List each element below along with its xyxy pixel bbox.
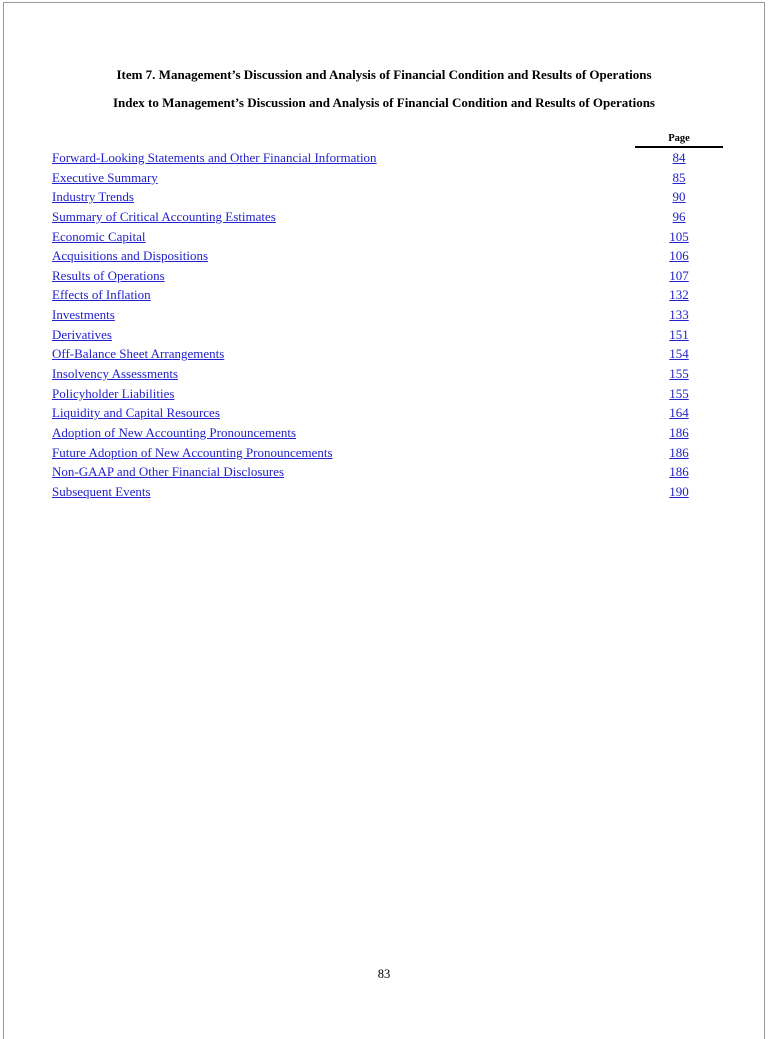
toc-title-cell xyxy=(52,484,635,500)
toc-row xyxy=(52,268,723,288)
toc-title-cell xyxy=(52,229,635,245)
toc-title-cell xyxy=(52,209,635,225)
toc-title-cell xyxy=(52,307,635,323)
document-title: Item 7. Management’s Discussion and Analysis of Financial Condition and Results of Operations xyxy=(116,67,652,82)
toc-row xyxy=(52,150,723,170)
toc-entry-link[interactable]: Policyholder Liabilities xyxy=(52,385,175,401)
toc-entry-link[interactable]: Subsequent Events xyxy=(52,483,151,499)
toc-page-link[interactable]: 186 xyxy=(669,444,689,460)
toc-entry-link[interactable]: Off-Balance Sheet Arrangements xyxy=(52,346,225,362)
toc-page-cell xyxy=(635,386,723,402)
page-column-header: Page xyxy=(635,133,723,148)
toc-row xyxy=(52,248,723,268)
toc-title-cell xyxy=(52,189,635,205)
toc-entry-link[interactable]: Acquisitions and Dispositions xyxy=(52,248,209,264)
toc-page-cell xyxy=(635,287,723,303)
toc-page-link[interactable]: 155 xyxy=(669,385,689,401)
toc-page-cell xyxy=(635,248,723,264)
toc-title-cell xyxy=(52,287,635,303)
toc-page-cell xyxy=(635,346,723,362)
toc-entry-link[interactable]: Results of Operations xyxy=(52,267,165,283)
toc-title-cell xyxy=(52,425,635,441)
toc-entry-link[interactable]: Future Adoption of New Accounting Pronouncements xyxy=(52,444,333,460)
toc-title-cell xyxy=(52,464,635,480)
toc-row xyxy=(52,405,723,425)
toc-row xyxy=(52,464,723,484)
toc-row xyxy=(52,327,723,347)
toc-entry-link[interactable]: Liquidity and Capital Resources xyxy=(52,405,220,421)
toc-page-cell xyxy=(635,170,723,186)
toc-title-cell xyxy=(52,346,635,362)
toc-page-link[interactable]: 132 xyxy=(669,287,689,303)
toc-page-link[interactable]: 154 xyxy=(669,346,689,362)
toc-row xyxy=(52,170,723,190)
toc-row xyxy=(52,209,723,229)
toc-page-link[interactable]: 96 xyxy=(672,208,686,224)
toc-page-link[interactable]: 105 xyxy=(669,228,689,244)
toc-header-spacer xyxy=(52,133,635,148)
toc-entry-link[interactable]: Insolvency Assessments xyxy=(52,366,179,382)
toc-title-cell xyxy=(52,268,635,284)
toc-row xyxy=(52,229,723,249)
toc-page-link[interactable]: 190 xyxy=(669,483,689,499)
toc-page-link[interactable]: 133 xyxy=(669,307,689,323)
toc-page-link[interactable]: 155 xyxy=(669,366,689,382)
toc-title-cell xyxy=(52,248,635,264)
footer-page-number: 83 xyxy=(377,967,391,981)
toc-page-link[interactable]: 107 xyxy=(669,267,689,283)
toc-page-cell xyxy=(635,484,723,500)
toc-row xyxy=(52,189,723,209)
toc-page-cell xyxy=(635,209,723,225)
toc-title-cell xyxy=(52,405,635,421)
toc-entry-link[interactable]: Economic Capital xyxy=(52,228,146,244)
toc-rows xyxy=(52,150,723,504)
toc-page-cell xyxy=(635,307,723,323)
toc-entry-link[interactable]: Summary of Critical Accounting Estimates xyxy=(52,208,276,224)
toc-title-cell xyxy=(52,386,635,402)
toc-entry-link[interactable]: Investments xyxy=(52,307,115,323)
toc-row xyxy=(52,445,723,465)
toc-page-link[interactable]: 85 xyxy=(672,169,686,185)
toc-entry-link[interactable]: Derivatives xyxy=(52,326,112,342)
toc-page-cell xyxy=(635,189,723,205)
toc-page-cell xyxy=(635,150,723,166)
toc-entry-link[interactable]: Executive Summary xyxy=(52,169,158,185)
index-title: Index to Management’s Discussion and Analysis of Financial Condition and Results of Operations xyxy=(113,95,655,110)
toc-page-link[interactable]: 186 xyxy=(669,464,689,480)
toc-row xyxy=(52,425,723,445)
toc-page-cell xyxy=(635,327,723,343)
toc-page-link[interactable]: 186 xyxy=(669,424,689,440)
toc-page-cell xyxy=(635,464,723,480)
toc-page-cell xyxy=(635,366,723,382)
toc-entry-link[interactable]: Adoption of New Accounting Pronouncements xyxy=(52,424,297,440)
toc-page-cell xyxy=(635,405,723,421)
toc-page-link[interactable]: 151 xyxy=(669,326,689,342)
toc-title-cell xyxy=(52,170,635,186)
toc-entry-link[interactable]: Effects of Inflation xyxy=(52,287,151,303)
toc-row xyxy=(52,386,723,406)
table-of-contents xyxy=(52,133,723,504)
toc-row xyxy=(52,366,723,386)
toc-row xyxy=(52,484,723,504)
toc-page-cell xyxy=(635,445,723,461)
toc-page-link[interactable]: 106 xyxy=(669,248,689,264)
toc-title-cell xyxy=(52,150,635,166)
toc-page-link[interactable]: 90 xyxy=(672,189,686,205)
toc-title-cell xyxy=(52,445,635,461)
toc-row xyxy=(52,307,723,327)
toc-entry-link[interactable]: Industry Trends xyxy=(52,189,134,205)
toc-title-cell xyxy=(52,327,635,343)
toc-entry-link[interactable]: Non-GAAP and Other Financial Disclosures xyxy=(52,464,285,480)
toc-title-cell xyxy=(52,366,635,382)
toc-row xyxy=(52,287,723,307)
toc-header-row xyxy=(52,133,723,148)
toc-page-cell xyxy=(635,425,723,441)
toc-page-link[interactable]: 84 xyxy=(672,150,686,165)
toc-page-link[interactable]: 164 xyxy=(669,405,689,421)
toc-page-cell xyxy=(635,229,723,245)
toc-page-cell xyxy=(635,268,723,284)
toc-row xyxy=(52,346,723,366)
toc-entry-link[interactable]: Forward-Looking Statements and Other Financial Information xyxy=(52,150,377,165)
